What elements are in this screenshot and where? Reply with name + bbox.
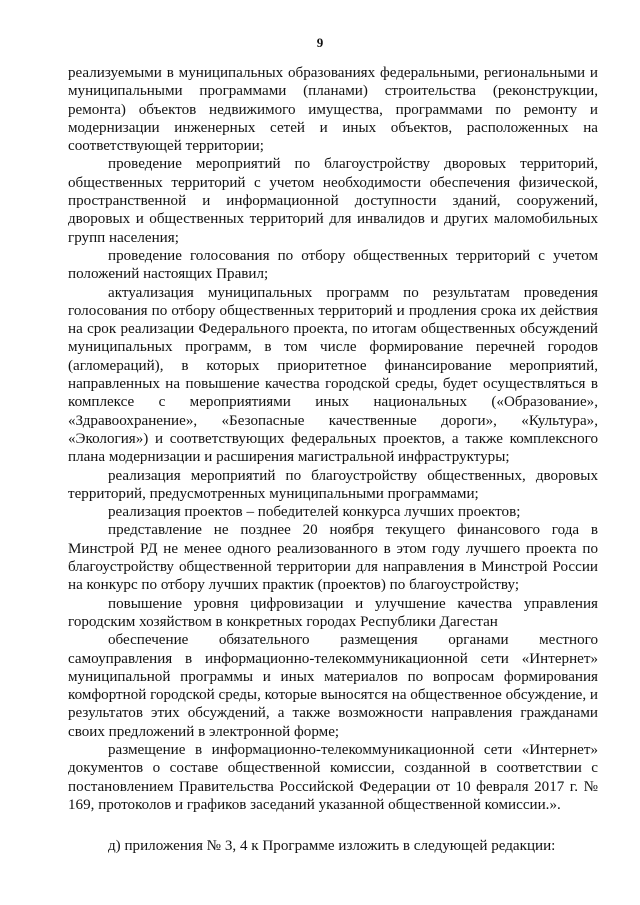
paragraph-implementation: реализация мероприятий по благоустройству общественных, дворовых территорий, предусмотренных муниципальными программами; <box>68 467 598 502</box>
paragraph-commission: размещение в информационно-телекоммуникационной сети «Интернет» документов о составе общественной комиссии, созданной в соответствии с постановлением Правительства Российской Федерации от 10 февраля 2017 г. № 169, протоколов и графиков заседаний указанной общественной комиссии.». <box>68 741 598 813</box>
paragraph-digitalization: повышение уровня цифровизации и улучшение качества управления городским хозяйством в конкретных городах Республики Дагестан <box>68 595 598 630</box>
page-number: 9 <box>316 35 324 50</box>
paragraph-accessibility: проведение мероприятий по благоустройству дворовых территорий, общественных территорий с учетом необходимости обеспечения физической, пространственной и информационной доступности зданий, сооружений, дворовых и общественных территорий для инвалидов и других маломобильных групп населения; <box>68 156 598 246</box>
paragraph-program-update: актуализация муниципальных программ по результатам проведения голосования по отбору общественных территорий и продления срока их действия на срок реализации Федерального проекта, по итогам общественных обсуждений муниципальных программ, в том числе формирование перечней городов (агломераций), в которых приоритетное финансирование мероприятий, направленных на повышение качества городской среды, будет осуществляться в комплексе с мероприятиями иных национальных («Образование», «Здравоохранение», «Безопасные качественные дороги», «Культура», «Экология») и соответствующих федеральных проектов, а также комплексного плана модернизации и расширения магистральной инфраструктуры; <box>68 284 598 466</box>
paragraph-voting: проведение голосования по отбору общественных территорий с учетом положений настоящих Правил; <box>68 247 598 283</box>
paragraph-winners: реализация проектов – победителей конкурса лучших проектов; <box>108 504 521 521</box>
paragraph-publication: обеспечение обязательного размещения органами местного самоуправления в информационно-телекоммуникационной сети «Интернет» муниципальной программы и иных материалов по вопросам формирования комфортной городской среды, которые выносятся на общественное обсуждение, и результатов этих обсуждений, а также возможности направления гражданами своих предложений в электронной форме; <box>68 632 598 740</box>
paragraph-appendix: д) приложения № 3, 4 к Программе изложить в следующей редакции: <box>108 838 556 855</box>
paragraph-continued: реализуемыми в муниципальных образованиях федеральными, региональными и муниципальными программами (планами) строительства (реконструкции, ремонта) объектов недвижимого имущества, программами по ремонту и модернизации инженерных сетей и иных объектов, расположенных на соответствующей территории; <box>68 65 598 155</box>
document-body <box>68 64 598 855</box>
paragraph-submission: представление не позднее 20 ноября текущего финансового года в Минстрой РД не менее одного реализованного в этом году лучшего проекта по благоустройству общественной территории для направления в Минстрой России на конкурс по отбору лучших практик (проектов) по благоустройству; <box>68 522 598 594</box>
